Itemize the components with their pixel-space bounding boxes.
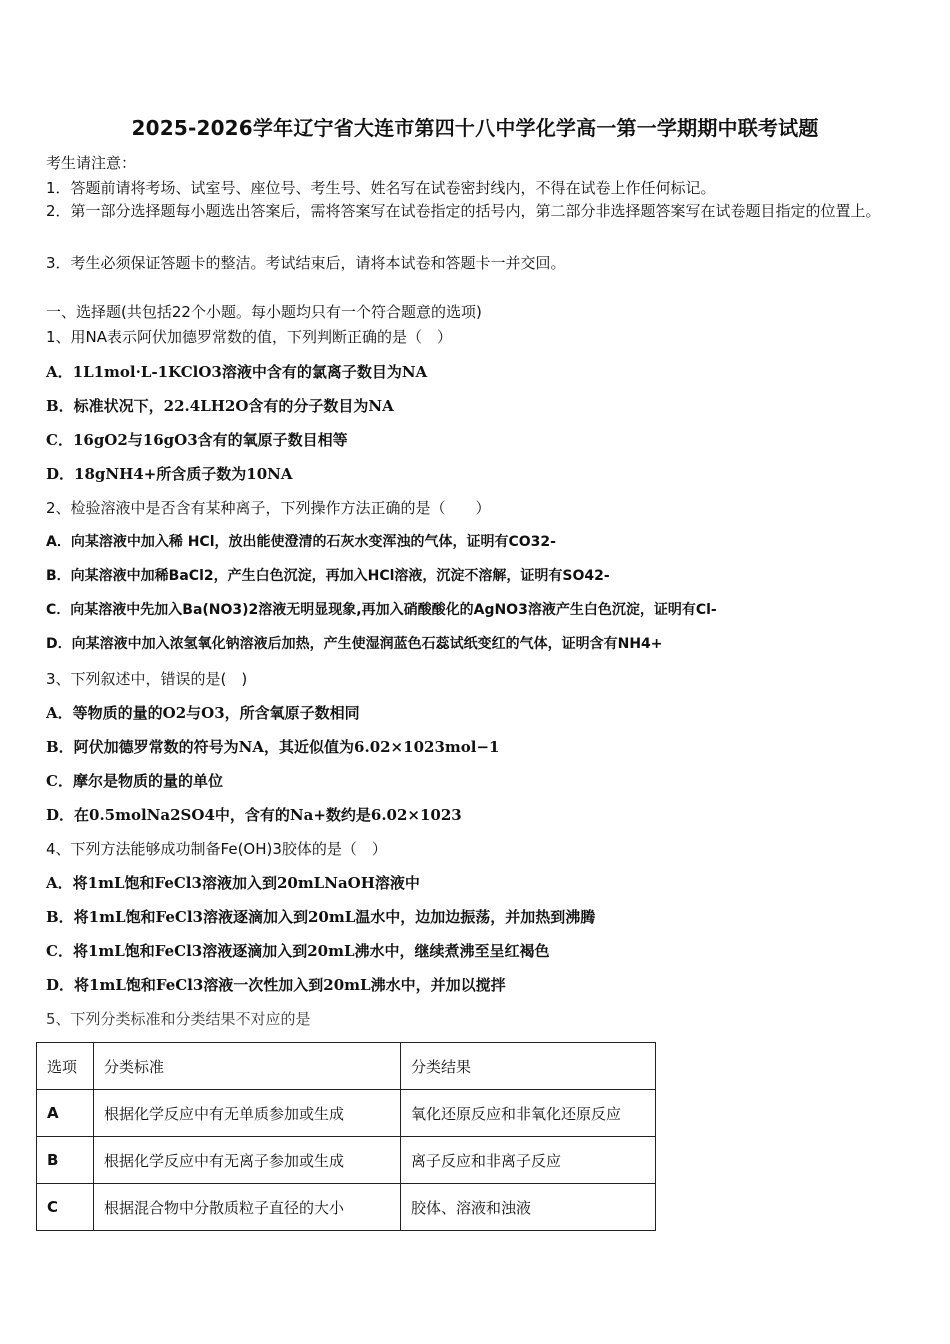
table-cell: B	[37, 1137, 94, 1184]
table-row	[37, 1090, 656, 1137]
table-cell: C	[37, 1184, 94, 1231]
notice-item-3: 3．考生必须保证答题卡的整洁。考试结束后，请将本试卷和答题卡一并交回。	[46, 254, 566, 272]
table-row	[37, 1137, 656, 1184]
table-cell: 离子反应和非离子反应	[401, 1137, 656, 1184]
question-1-option-a: A．1L1mol·L-1KClO3溶液中含有的氯离子数目为NA	[46, 363, 428, 381]
table-header-cell: 分类标准	[94, 1043, 401, 1090]
question-2-option-c: C．向某溶液中先加入Ba(NO3)2溶液无明显现象,再加入硝酸酸化的AgNO3溶液产生白色沉淀，证明有Cl-	[46, 602, 717, 618]
page-title: 2025-2026学年辽宁省大连市第四十八中学化学高一第一学期期中联考试题	[131, 116, 819, 140]
question-2-stem: 2、检验溶液中是否含有某种离子，下列操作方法正确的是（ ）	[46, 499, 491, 517]
question-1-stem: 1、用NA表示阿伏加德罗常数的值，下列判断正确的是（ ）	[46, 328, 453, 346]
question-1-option-c: C．16gO2与16gO3含有的氧原子数目相等	[46, 431, 348, 449]
question-4-option-d: D．将1mL饱和FeCl3溶液一次性加入到20mL沸水中，并加以搅拌	[46, 976, 506, 994]
table-cell: A	[37, 1090, 94, 1137]
notice-heading: 考生请注意：	[46, 154, 137, 172]
question-4-option-a: A．将1mL饱和FeCl3溶液加入到20mLNaOH溶液中	[46, 874, 420, 892]
question-2-option-d: D．向某溶液中加入浓氢氧化钠溶液后加热，产生使湿润蓝色石蕊试纸变红的气体，证明含有NH4+	[46, 636, 663, 652]
question-3-option-d: D．在0.5molNa2SO4中，含有的Na+数约是6.02×1023	[46, 806, 462, 824]
classification-table	[36, 1042, 656, 1231]
table-cell: 氧化还原反应和非氧化还原反应	[401, 1090, 656, 1137]
question-4-option-c: C．将1mL饱和FeCl3溶液逐滴加入到20mL沸水中，继续煮沸至呈红褐色	[46, 942, 550, 960]
table-cell: 胶体、溶液和浊液	[401, 1184, 656, 1231]
table-cell: 根据混合物中分散质粒子直径的大小	[94, 1184, 401, 1231]
table-row	[37, 1184, 656, 1231]
notice-item-1: 1．答题前请将考场、试室号、座位号、考生号、姓名写在试卷密封线内，不得在试卷上作任何标记。	[46, 179, 716, 197]
table-header-row	[37, 1043, 656, 1090]
question-3-option-a: A．等物质的量的O2与O3，所含氧原子数相同	[46, 704, 360, 722]
question-1-option-b: B．标准状况下，22.4LH2O含有的分子数目为NA	[46, 397, 394, 415]
question-4-stem: 4、下列方法能够成功制备Fe(OH)3胶体的是（ ）	[46, 840, 387, 858]
table-header-cell: 分类结果	[401, 1043, 656, 1090]
question-2-option-a: A．向某溶液中加入稀 HCl，放出能使澄清的石灰水变浑浊的气体，证明有CO32-	[46, 534, 556, 550]
notice-item-2: 2．第一部分选择题每小题选出答案后，需将答案写在试卷指定的括号内，第二部分非选择题答案写在试卷题目指定的位置上。	[46, 202, 881, 220]
question-3-option-c: C．摩尔是物质的量的单位	[46, 772, 223, 790]
question-2-option-b: B．向某溶液中加稀BaCl2，产生白色沉淀，再加入HCl溶液，沉淀不溶解，证明有SO42-	[46, 568, 610, 584]
question-3-stem: 3、下列叙述中，错误的是( )	[46, 670, 248, 688]
section-heading: 一、选择题(共包括22个小题。每小题均只有一个符合题意的选项)	[46, 303, 482, 321]
question-5-stem: 5、下列分类标准和分类结果不对应的是	[46, 1010, 311, 1028]
table-header-cell: 选项	[37, 1043, 94, 1090]
question-3-option-b: B．阿伏加德罗常数的符号为NA，其近似值为6.02×1023mol−1	[46, 738, 500, 756]
question-4-option-b: B．将1mL饱和FeCl3溶液逐滴加入到20mL温水中，边加边振荡，并加热到沸腾	[46, 908, 596, 926]
table-cell: 根据化学反应中有无离子参加或生成	[94, 1137, 401, 1184]
table-cell: 根据化学反应中有无单质参加或生成	[94, 1090, 401, 1137]
question-1-option-d: D．18gNH4+所含质子数为10NA	[46, 465, 293, 483]
